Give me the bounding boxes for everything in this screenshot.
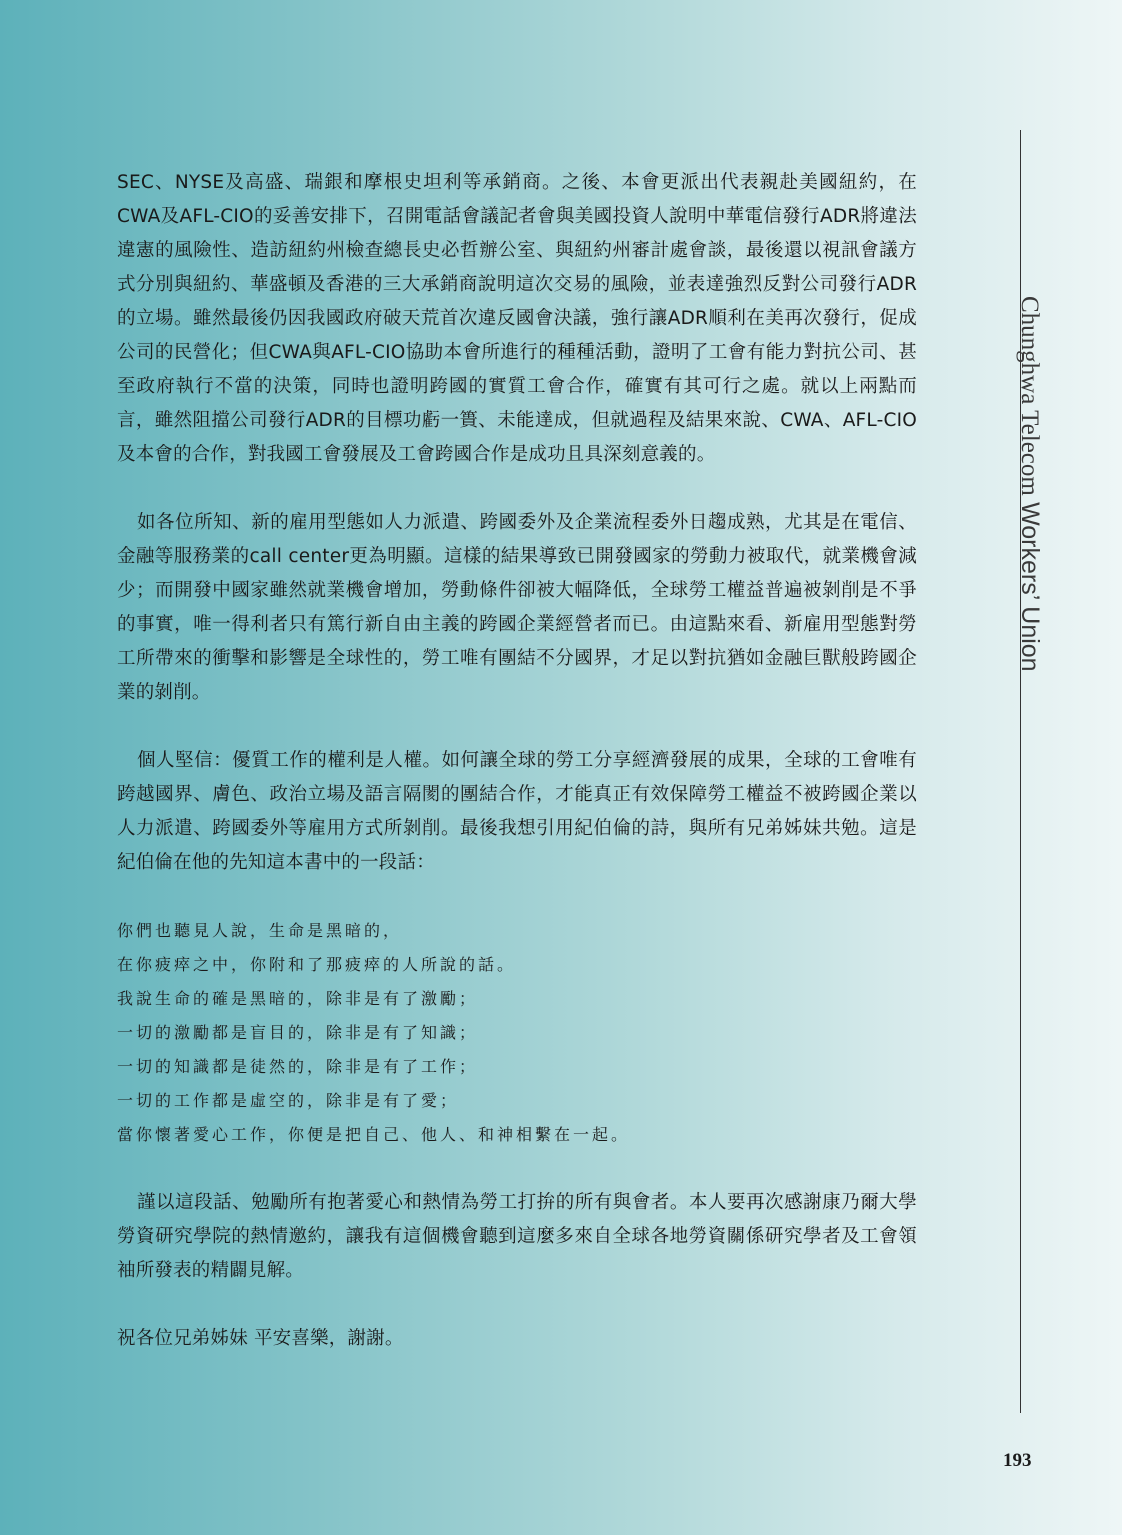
side-title-part2: Workers’ Union xyxy=(1016,502,1044,672)
paragraph-adr-campaign: SEC、NYSE及高盛、瑞銀和摩根史坦利等承銷商。之後、本會更派出代表親赴美國紐約，在CWA及AFL-CIO的妥善安排下，召開電話會議記者會與美國投資人說明中華電信發行ADR將違法違憲的風險性、造訪紐約州檢查總長史必哲辦公室、與紐約州審計處會談，最後還以視訊會議方式分別與紐約、華盛頓及香港的三大承銷商說明這次交易的風險，並表達強烈反對公司發行ADR的立場。雖然最後仍因我國政府破天荒首次違反國會決議，強行讓ADR順利在美再次發行，促成公司的民營化；但CWA與AFL-CIO協助本會所進行的種種活動，證明了工會有能力對抗公司、甚至政府執行不當的決策，同時也證明跨國的實質工會合作，確實有其可行之處。就以上兩點而言，雖然阻擋公司發行ADR的目標功虧一簣、未能達成，但就過程及結果來說、CWA、AFL-CIO及本會的合作，對我國工會發展及工會跨國合作是成功且具深刻意義的。 xyxy=(117,172,917,465)
poem-line: 一切的激勵都是盲目的，除非是有了知識； xyxy=(117,1023,479,1042)
poem-line: 一切的工作都是虛空的，除非是有了愛； xyxy=(117,1091,460,1110)
paragraph-gap xyxy=(117,472,917,506)
paragraph-closing: 謹以這段話、勉勵所有抱著愛心和熱情為勞工打拚的所有與會者。本人要再次感謝康乃爾大學勞資研究學院的熱情邀約，讓我有這個機會聽到這麼多來自全球各地勞資關係研究學者及工會領袖所發表的精闢見解。 xyxy=(117,1192,917,1281)
sign-off: 祝各位兄弟姊妹 平安喜樂，謝謝。 xyxy=(117,1328,404,1349)
paragraph-gap xyxy=(117,1152,917,1186)
paragraph-conviction: 個人堅信：優質工作的權利是人權。如何讓全球的勞工分享經濟發展的成果，全球的工會唯有跨越國界、膚色、政治立場及語言隔閡的團結合作，才能真正有效保障勞工權益不被跨國企業以人力派遣、跨國委外等雇用方式所剝削。最後我想引用紀伯倫的詩，與所有兄弟姊妹共勉。這是紀伯倫在他的先知這本書中的一段話： xyxy=(117,750,917,873)
page-number: 193 xyxy=(1003,1450,1032,1471)
paragraph-employment-patterns: 如各位所知、新的雇用型態如人力派遣、跨國委外及企業流程委外日趨成熟，尤其是在電信、金融等服務業的call center更為明顯。這樣的結果導致已開發國家的勞動力被取代，就業機會減少；而開發中國家雖然就業機會增加，勞動條件卻被大幅降低，全球勞工權益普遍被剝削是不爭的事實，唯一得利者只有篤行新自由主義的跨國企業經營者而已。由這點來看、新雇用型態對勞工所帶來的衝擊和影響是全球性的，勞工唯有團結不分國界，才足以對抗猶如金融巨獸般跨國企業的剝削。 xyxy=(117,512,917,703)
poem-line: 一切的知識都是徒然的，除非是有了工作； xyxy=(117,1057,479,1076)
poem-line: 我說生命的確是黑暗的，除非是有了激勵； xyxy=(117,989,479,1008)
body-text xyxy=(117,166,917,1356)
paragraph-gap xyxy=(117,880,917,914)
poem-line: 你們也聽見人說，生命是黑暗的， xyxy=(117,921,403,940)
side-title-part1: Chunghwa Telecom xyxy=(1016,296,1043,503)
paragraph-gap xyxy=(117,1288,917,1322)
side-running-title xyxy=(1017,296,1043,672)
poem-line: 當你懷著愛心工作，你便是把自己、他人、和神相繫在一起。 xyxy=(117,1125,631,1144)
paragraph-gap xyxy=(117,710,917,744)
gibran-poem xyxy=(117,914,917,1152)
poem-line: 在你疲瘁之中，你附和了那疲瘁的人所說的話。 xyxy=(117,955,517,974)
